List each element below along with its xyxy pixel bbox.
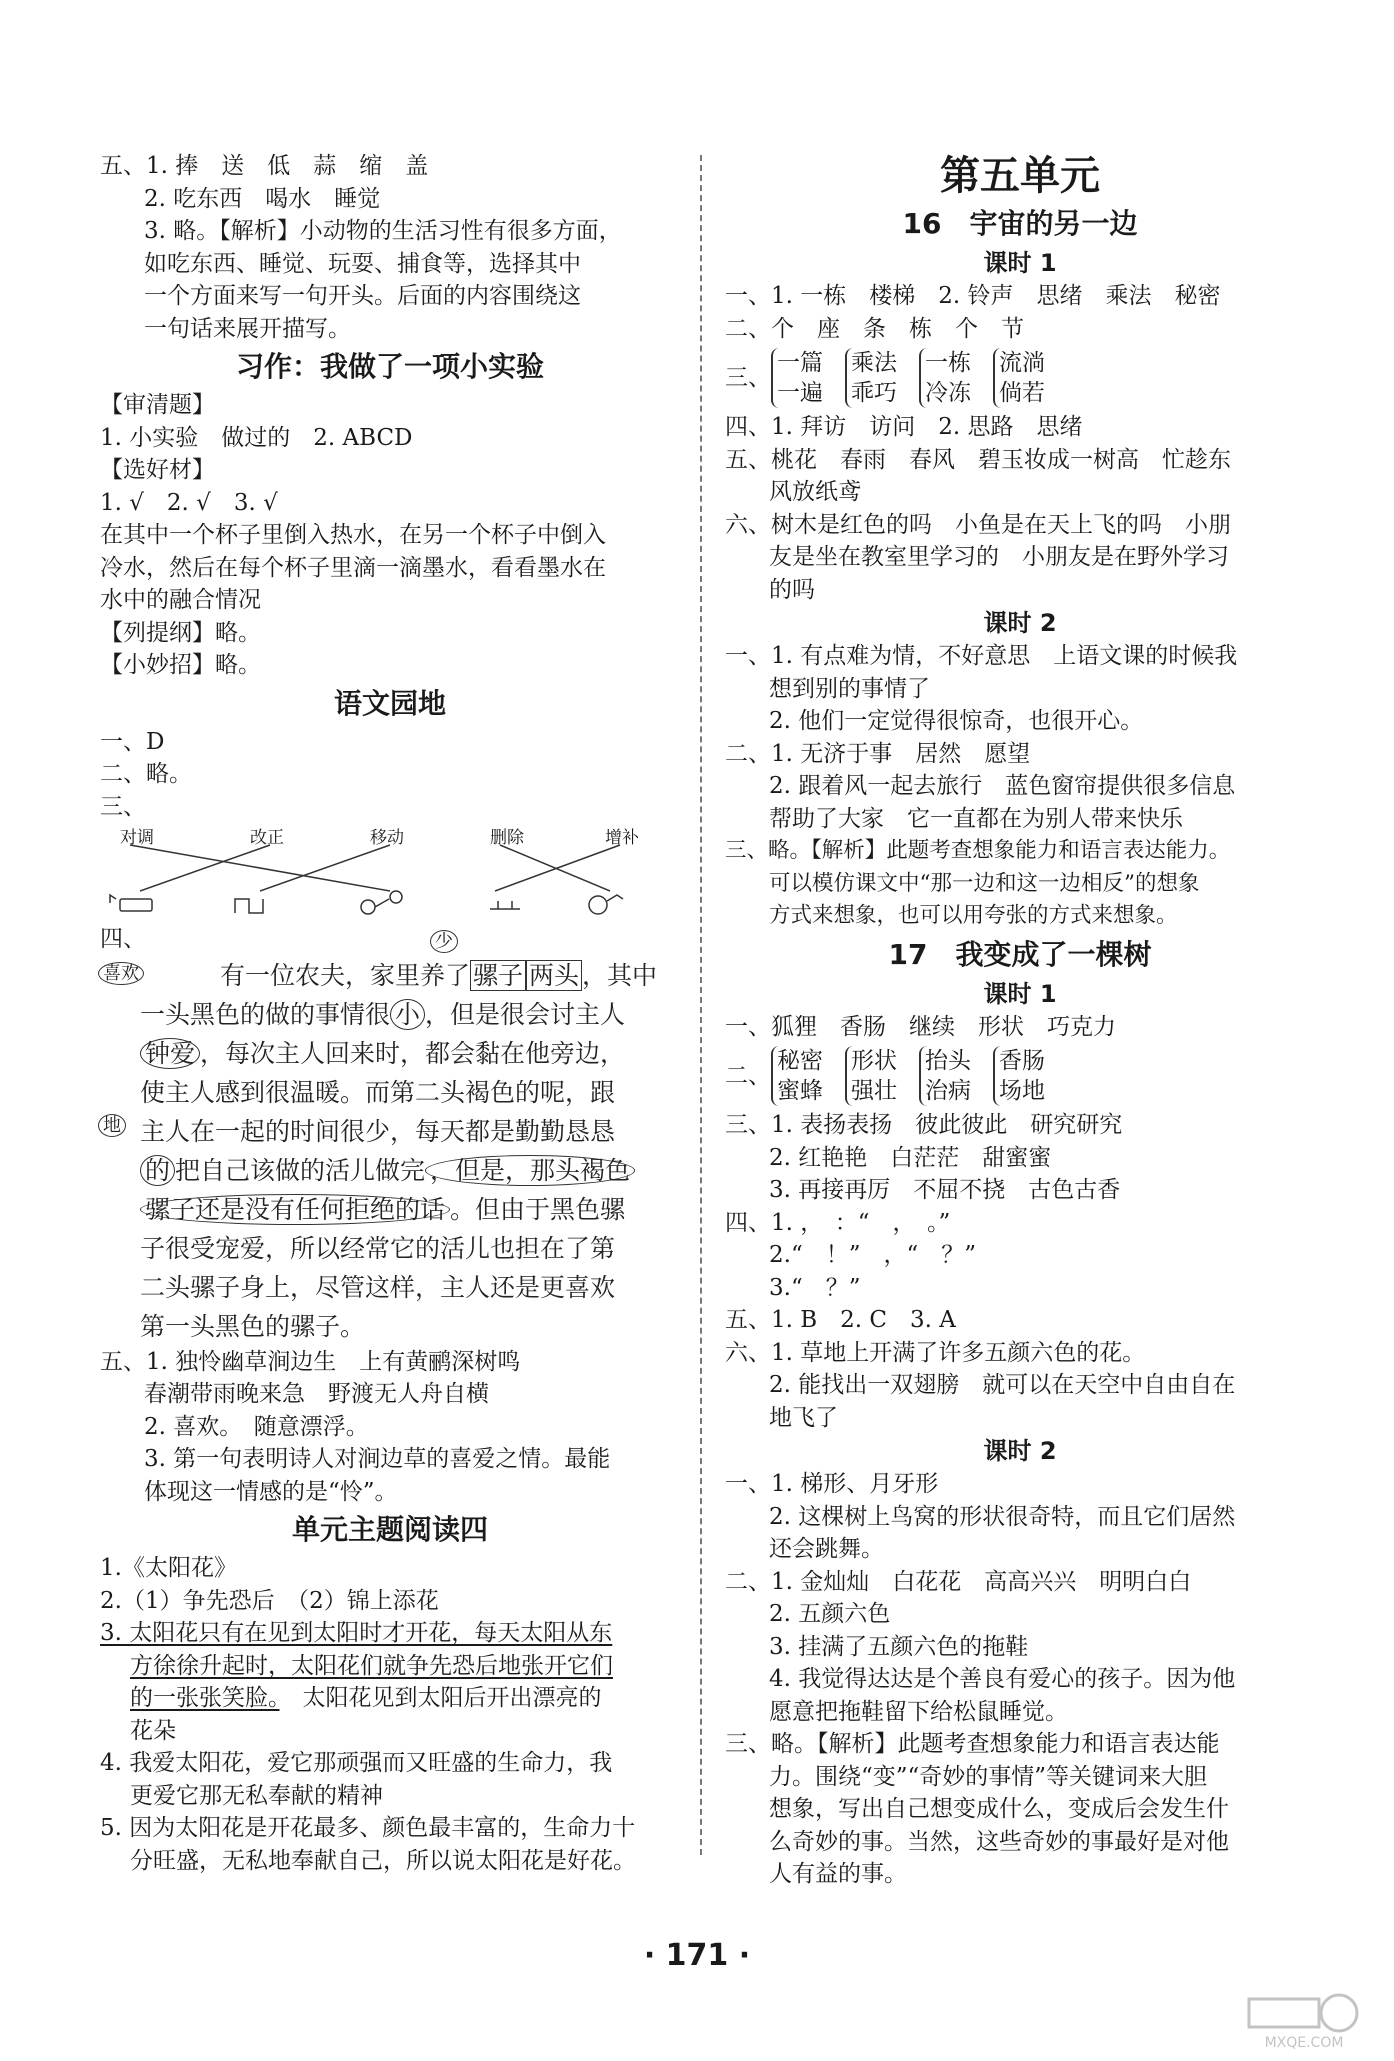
answer-line: 还会跳舞。 xyxy=(769,1536,884,1562)
answer-line: 友是坐在教室里学习的 小朋友是在野外学习 xyxy=(769,544,1229,570)
answer-line: 3. 第一句表明诗人对涧边草的喜爱之情。最能 xyxy=(144,1446,611,1472)
answer-line: 二、略。 xyxy=(100,761,192,787)
proofread-essay xyxy=(100,930,680,1346)
answer-line: 方式来想象，也可以用夸张的方式来想象。 xyxy=(769,903,1178,928)
answer-line: 二、1. 金灿灿 白花花 高高兴兴 明明白白 xyxy=(725,1568,1192,1595)
section-title-yuwen: 语文园地 xyxy=(333,686,446,720)
lesson-period: 课时 2 xyxy=(983,1437,1057,1465)
brace-pairs: 二、 秘密 蜜蜂 形状 强壮 抬头 治病 香肠 场地 xyxy=(725,1048,1045,1104)
answer-line: 2.“ ！” ，“ ？” xyxy=(769,1242,976,1268)
answer-line: 一、D xyxy=(100,728,165,755)
section-title-xizuo: 习作：我做了一项小实验 xyxy=(235,350,544,383)
word-pair: 乘法 乖巧 xyxy=(845,348,897,408)
match-label: 移动 xyxy=(370,828,404,848)
left-column xyxy=(100,150,680,1877)
essay-line: 二头骡子身上，尽管这样，主人还是更喜欢 xyxy=(140,1272,616,1302)
answer-line: 更爱它那无私奉献的精神 xyxy=(130,1782,383,1809)
page-number: · 171 · xyxy=(643,1938,751,1973)
answer-line: 的一张张笑脸。 太阳花见到太阳后开出漂亮的 xyxy=(130,1685,602,1711)
lesson-period: 课时 2 xyxy=(983,609,1057,637)
lesson-title: 16 宇宙的另一边 xyxy=(902,207,1138,240)
answer-line: 分旺盛，无私地奉献自己，所以说太阳花是好花。 xyxy=(130,1847,636,1874)
answer-line: 四、1. 拜访 访问 2. 思路 思绪 xyxy=(725,414,1083,440)
essay-line: 使主人感到很温暖。而第二头褐色的呢，跟 xyxy=(140,1077,616,1107)
answer-line: 三、 xyxy=(100,793,146,820)
match-label: 删除 xyxy=(490,828,524,848)
essay-margin-note: 喜欢 xyxy=(98,954,144,993)
word-pair: 一栋 冷冻 xyxy=(919,348,971,408)
answer-line: 想到别的事情了 xyxy=(769,675,930,702)
unit-title: 第五单元 xyxy=(940,153,1100,199)
lesson-period: 课时 1 xyxy=(983,249,1057,277)
word-pair: 秘密 蜜蜂 xyxy=(771,1046,823,1106)
right-column xyxy=(725,150,1315,1891)
answer-line: 2.（1）争先恐后 （2）锦上添花 xyxy=(100,1587,439,1614)
answer-line: 3. 挂满了五颜六色的拖鞋 xyxy=(769,1633,1029,1660)
answer-line: 一、1. 有点难为情，不好意思 上语文课的时候我 xyxy=(725,643,1238,669)
answer-line: 5. 因为太阳花是开花最多、颜色最丰富的，生命力十 xyxy=(100,1815,636,1841)
answer-line: 【列提纲】略。 xyxy=(100,619,261,646)
answer-line: 的吗 xyxy=(769,576,815,603)
match-label: 增补 xyxy=(605,828,639,848)
essay-margin-note: 地 xyxy=(98,1106,126,1145)
answer-line: 五、1. 捧 送 低 蒜 缩 盖 xyxy=(100,153,429,179)
answer-line: 人有益的事。 xyxy=(769,1861,907,1887)
essay-line: 子很受宠爱，所以经常它的活儿也担在了第 xyxy=(140,1233,616,1263)
essay-line: 主人在一起的时间很少，每天都是勤勤恳恳 xyxy=(140,1116,616,1146)
word-pair: 流淌 倘若 xyxy=(993,348,1045,408)
answer-line: 帮助了大家 它一直都在为别人带来快乐 xyxy=(769,805,1183,832)
column-divider xyxy=(700,155,702,1855)
answer-line: 2. 喜欢。 随意漂浮。 xyxy=(144,1413,369,1440)
answer-line: 五、桃花 春雨 春风 碧玉妆成一树高 忙趁东 xyxy=(725,446,1231,473)
answer-line: 3. 再接再厉 不屈不挠 古色古香 xyxy=(769,1177,1121,1203)
matching-lines-diagram xyxy=(100,823,680,923)
lesson-title: 17 我变成了一棵树 xyxy=(888,937,1152,971)
answer-line: 1. √ 2. √ 3. √ xyxy=(100,489,278,516)
essay-line: 第一头黑色的骡子。 xyxy=(140,1311,366,1341)
essay-line: 骡子还是没有任何拒绝的话 。但由于黑色骡 xyxy=(120,1190,680,1229)
answer-line: 2. 能找出一双翅膀 就可以在天空中自由自在 xyxy=(769,1372,1236,1398)
answer-line: 六、树木是红色的吗 小鱼是在天上飞的吗 小朋 xyxy=(725,511,1231,538)
answer-line: 方徐徐升起时，太阳花们就争先恐后地张开它们 xyxy=(130,1652,613,1679)
answer-line: 3. 略。【解析】小动物的生活习性有很多方面， xyxy=(144,218,622,244)
answer-line: 三、略。【解析】此题考查想象能力和语言表达能力。 xyxy=(725,838,1231,863)
essay-line: 的 把自己该做的活儿做完 ，但是，那头褐色 xyxy=(120,1151,680,1190)
answer-line: 风放纸鸢 xyxy=(769,479,861,505)
answer-line: 1.《太阳花》 xyxy=(100,1555,237,1581)
watermark-text: MXQE.COM xyxy=(1264,2035,1344,2051)
answer-line: 3.“ ？” xyxy=(769,1274,861,1301)
answer-line: 想象，写出自己想变成什么，变成后会发生什 xyxy=(769,1796,1229,1822)
answer-line: 三、略。【解析】此题考查想象能力和语言表达能 xyxy=(725,1731,1220,1757)
essay-line: 钟爱 ，每次主人回来时，都会黏在他旁边， xyxy=(120,1034,680,1073)
answer-line: 一、1. 梯形、月牙形 xyxy=(725,1471,939,1497)
answer-line: 3. 太阳花只有在见到太阳时才开花，每天太阳从东 xyxy=(100,1620,613,1646)
answer-line: 2. 跟着风一起去旅行 蓝色窗帘提供很多信息 xyxy=(769,773,1236,799)
answer-line: 五、1. 独怜幽草涧边生 上有黄鹂深树鸣 xyxy=(100,1348,521,1375)
answer-line: 2. 吃东西 喝水 睡觉 xyxy=(144,185,381,212)
answer-line: 4. 我觉得达达是个善良有爱心的孩子。因为他 xyxy=(769,1666,1236,1692)
word-pair: 一篇 一遍 xyxy=(771,348,823,408)
answer-line: 么奇妙的事。当然，这些奇妙的事最好是对他 xyxy=(769,1828,1229,1855)
essay-line: 一头黑色的做的事情很 小 ，但是很会讨主人 xyxy=(140,999,626,1029)
answer-line: 4. 我爱太阳花，爱它那顽强而又旺盛的生命力，我 xyxy=(100,1750,613,1776)
answer-line: 一个方面来写一句开头。后面的内容围绕这 xyxy=(144,283,581,309)
answer-line: 冷水，然后在每个杯子里滴一滴墨水，看看墨水在 xyxy=(100,554,606,581)
answer-line: 2. 红艳艳 白茫茫 甜蜜蜜 xyxy=(769,1144,1052,1171)
essay-line: 有一位农夫，家里养了 骡子 两头 ，其中 xyxy=(220,960,658,990)
answer-line: 可以模仿课文中“那一边和这一边相反”的想象 xyxy=(769,870,1200,896)
word-pair: 形状 强壮 xyxy=(845,1046,897,1106)
answer-line: 体现这一情感的是“怜”。 xyxy=(144,1478,398,1505)
word-pair: 抬头 治病 xyxy=(919,1046,971,1106)
answer-line: 春潮带雨晚来急 野渡无人舟自横 xyxy=(144,1381,489,1407)
answer-line: 花朵 xyxy=(130,1717,176,1744)
answer-line: 2. 五颜六色 xyxy=(769,1601,891,1627)
answer-line: 二、1. 无济于事 居然 愿望 xyxy=(725,740,1031,767)
answer-line: 力。围绕“变”“奇妙的事情”等关键词来大胆 xyxy=(769,1763,1208,1790)
answer-line: 地飞了 xyxy=(769,1404,838,1431)
answer-line: 四、 xyxy=(100,926,146,952)
essay-margin-note: 少 xyxy=(430,922,458,961)
answer-line: 【选好材】 xyxy=(100,457,215,483)
answer-line: 2. 这棵树上鸟窝的形状很奇特，而且它们居然 xyxy=(769,1503,1236,1530)
answer-line: 二、个 座 条 栋 个 节 xyxy=(725,315,1024,342)
answer-line: 六、1. 草地上开满了许多五颜六色的花。 xyxy=(725,1339,1146,1366)
answer-line: 愿意把拖鞋留下给松鼠睡觉。 xyxy=(769,1698,1068,1725)
proofreading-symbol-matching xyxy=(100,823,680,923)
lesson-period: 课时 1 xyxy=(983,979,1057,1008)
answer-line: 三、1. 表扬表扬 彼此彼此 研究研究 xyxy=(725,1112,1123,1138)
match-label: 改正 xyxy=(250,828,284,848)
answer-line: 五、1. B 2. C 3. A xyxy=(725,1307,956,1333)
watermark-logo xyxy=(1244,1991,1364,2051)
answer-line: 如吃东西、睡觉、玩耍、捕食等，选择其中 xyxy=(144,250,581,277)
answer-line: 【小妙招】略。 xyxy=(100,652,261,678)
answer-line: 【审清题】 xyxy=(100,392,215,418)
answer-line: 一、狐狸 香肠 继续 形状 巧克力 xyxy=(725,1013,1116,1040)
answer-line: 1. 小实验 做过的 2. ABCD xyxy=(100,424,413,451)
brace-pairs: 三、 一篇 一遍 乘法 乖巧 一栋 冷冻 流淌 倘若 xyxy=(725,350,1045,406)
answer-line: 2. 他们一定觉得很惊奇，也很开心。 xyxy=(769,708,1144,734)
answer-line: 在其中一个杯子里倒入热水，在另一个杯子中倒入 xyxy=(100,522,606,548)
answer-line: 水中的融合情况 xyxy=(100,587,261,613)
answer-line: 一、1. 一栋 楼梯 2. 铃声 思绪 乘法 秘密 xyxy=(725,283,1221,309)
match-label: 对调 xyxy=(120,828,154,848)
answer-line: 一句话来展开描写。 xyxy=(144,315,351,342)
word-pair: 香肠 场地 xyxy=(993,1046,1045,1106)
section-title-reading: 单元主题阅读四 xyxy=(291,1513,488,1546)
answer-line: 四、1. ， ：“ ， 。” xyxy=(725,1209,951,1236)
